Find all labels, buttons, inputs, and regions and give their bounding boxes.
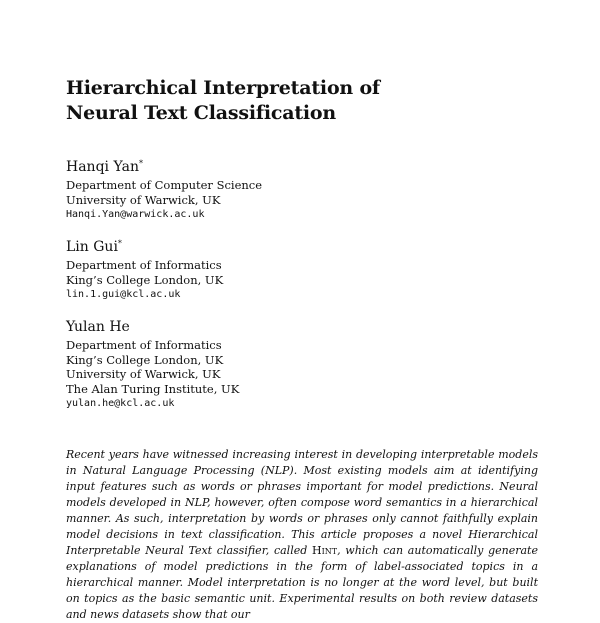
- author-affiliation: Department of Informatics: [66, 338, 222, 352]
- author-name: Lin Gui: [66, 239, 118, 255]
- author-affiliation: University of Warwick, UK: [66, 192, 221, 207]
- abstract-text: Recent years have witnessed increasing interest in developing interpretable models in Natural Language Processing (NLP). Most existing models aim at identifying input features such as words or phrases important for model predictions. Neural models developed in NLP, however, often compose word semantics in a hierarchical manner. As such, interpretation by words or phrases only cannot faithfully explain model decisions in text classification. This article proposes a novel Hierarchical Interpretable Neural Text classifier, called: [66, 448, 538, 557]
- equal-contribution-mark: *: [117, 239, 122, 248]
- author-email[interactable]: lin.1.gui@kcl.ac.uk: [66, 289, 181, 300]
- author-affiliation: King’s College London, UK: [66, 272, 224, 287]
- author-name: Hanqi Yan: [66, 159, 139, 175]
- paper-title-line: Neural Text Classification: [66, 102, 337, 124]
- author-affiliation: King’s College London, UK: [66, 352, 224, 367]
- model-name: Hint: [311, 544, 338, 557]
- author-email[interactable]: Hanqi.Yan@warwick.ac.uk: [66, 209, 205, 220]
- equal-contribution-mark: *: [138, 159, 143, 168]
- author-email[interactable]: yulan.he@kcl.ac.uk: [66, 398, 175, 409]
- abstract: [66, 447, 538, 623]
- author-block: [66, 318, 239, 412]
- paper-title: [66, 76, 380, 126]
- author-affiliation: Department of Computer Science: [66, 178, 263, 192]
- paper-title-line: Hierarchical Interpretation of: [66, 77, 380, 99]
- author-block: [66, 158, 262, 223]
- author-affiliation: The Alan Turing Institute, UK: [66, 381, 240, 396]
- author-affiliation: University of Warwick, UK: [66, 367, 221, 381]
- abstract-text: , which can automatically generate explanations of model predictions in the form of label-associated topics in a hierarchical manner. Model interpretation is no longer at the word level, but built on topics as the basic semantic unit. Experimental results on both review datasets and news datasets show that our: [66, 544, 538, 621]
- author-name: Yulan He: [66, 319, 130, 335]
- author-block: [66, 238, 223, 303]
- author-affiliation: Department of Informatics: [66, 258, 222, 272]
